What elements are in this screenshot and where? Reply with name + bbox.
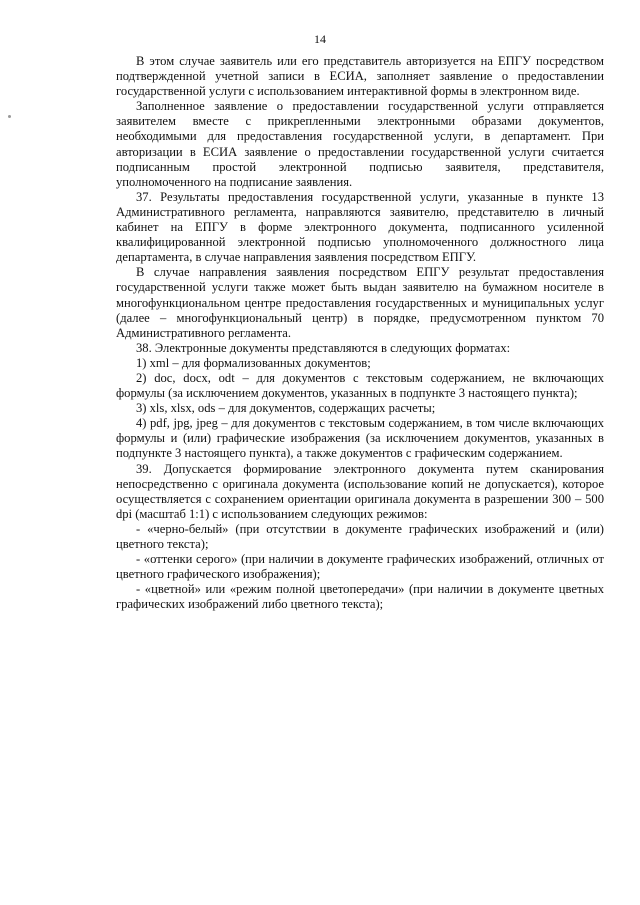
scan-speck bbox=[8, 115, 11, 118]
format-item-pdf: 4) pdf, jpg, jpeg – для документов с текстовым содержанием, в том числе включающих формулы и (или) графические изображения (за исключением документов, указанных в подпункте 3 настоящего пункта), а также документов с графическим содержанием. bbox=[116, 416, 604, 461]
scan-mode-color: - «цветной» или «режим полной цветопередачи» (при наличии в документе цветных графических изображений либо цветного текста); bbox=[116, 582, 604, 612]
format-item-xls: 3) xls, xlsx, ods – для документов, содержащих расчеты; bbox=[136, 401, 436, 416]
page-number: 14 bbox=[314, 32, 326, 46]
paragraph-esia-authorization: В этом случае заявитель или его представитель авторизуется на ЕПГУ посредством подтвержденной учетной записи в ЕСИА, заполняет заявление о предоставлении государственной услуги с использованием интерактивной формы в электронном виде. bbox=[116, 54, 604, 99]
paragraph-37-results: 37. Результаты предоставления государственной услуги, указанные в пункте 13 Административного регламента, направляются заявителю, представителю в личный кабинет на ЕПГУ в форме электронного документа, подписанного усиленной квалифицированной электронной подписью уполномоченного должностного лица департамента, в случае направления заявления посредством ЕПГУ. bbox=[116, 189, 604, 265]
document-body bbox=[116, 54, 604, 612]
format-item-xml: 1) xml – для формализованных документов; bbox=[136, 355, 371, 370]
scan-mode-bw: - «черно-белый» (при отсутствии в документе графических изображений и (или) цветного текста); bbox=[116, 521, 604, 551]
scan-mode-grayscale: - «оттенки серого» (при наличии в документе графических изображений, отличных от цветного графического изображения); bbox=[116, 552, 604, 582]
paragraph-paper-result: В случае направления заявления посредством ЕПГУ результат предоставления государственной услуги также может быть выдан заявителю на бумажном носителе в многофункциональном центре предоставления государственных и муниципальных услуг (далее – многофункциональный центр) в порядке, предусмотренном пунктом 70 Административного регламента. bbox=[116, 265, 604, 340]
paragraph-39-scanning: 39. Допускается формирование электронного документа путем сканирования непосредственно с оригинала документа (использование копий не допускается), которое осуществляется с сохранением ориентации оригинала документа в разрешении 300 – 500 dpi (масштаб 1:1) с использованием следующих режимов: bbox=[116, 461, 604, 521]
format-item-doc: 2) doc, docx, odt – для документов с текстовым содержанием, не включающих формулы (за исключением документов, указанных в подпункте 3 настоящего пункта); bbox=[116, 370, 604, 401]
paragraph-application-submission: Заполненное заявление о предоставлении государственной услуги отправляется заявителем вместе с прикрепленными электронными образами документов, необходимыми для предоставления государственной услуги, в департамент. При авторизации в ЕСИА заявление о предоставлении государственной услуги считается подписанным простой электронной подписью заявителя, представителя, уполномоченного на подписание заявления. bbox=[116, 99, 604, 189]
paragraph-38-formats: 38. Электронные документы представляются в следующих форматах: bbox=[136, 340, 511, 355]
